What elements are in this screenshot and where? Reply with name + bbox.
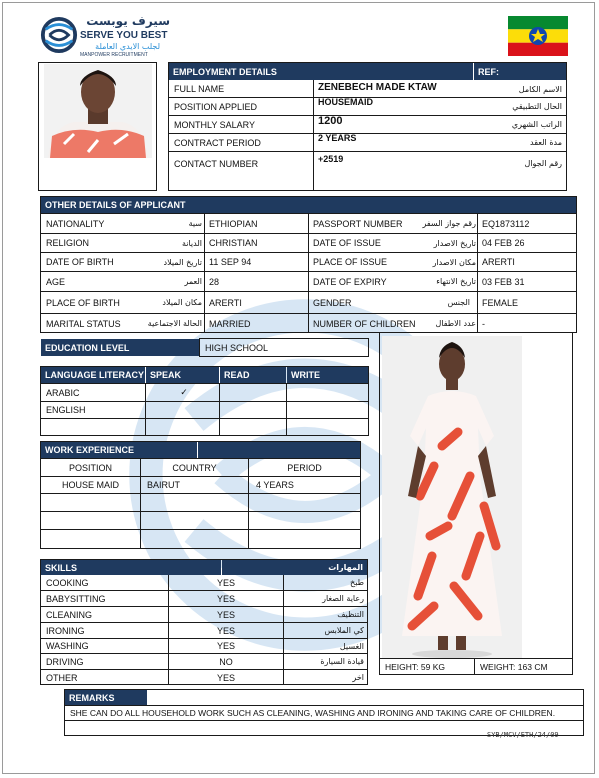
skills-header: SKILLS [41, 560, 221, 575]
logo-sub: MANPOWER RECRUITMENT [80, 52, 148, 58]
other-details-header: OTHER DETAILS OF APPLICANT [41, 197, 576, 213]
number-of-children-value: - [482, 318, 485, 329]
place-of-birth-value: ARERTI [209, 297, 242, 308]
marital-status-arabic: الحالة الاجتماعية [147, 319, 202, 328]
language-english: ENGLISH [46, 405, 86, 415]
education-level-label: EDUCATION LEVEL [41, 339, 199, 356]
monthly-salary-label: MONTHLY SALARY [174, 119, 256, 130]
skill-ironing-arabic: كي الملابس [324, 626, 364, 635]
passport-number-arabic: رقم جواز السفر [422, 219, 476, 228]
work-position-value: HOUSE MAID [61, 480, 119, 490]
passport-number-label: PASSPORT NUMBER [313, 218, 403, 229]
contract-period-value: 2 YEARS [318, 133, 357, 143]
date-of-expiry-value: 03 FEB 31 [482, 276, 525, 287]
skills-header-arabic: المهارات [222, 560, 367, 575]
marital-status-label: MARITAL STATUS [46, 318, 121, 329]
skill-washing-value: YES [216, 641, 235, 651]
contact-number-label: CONTACT NUMBER [174, 158, 259, 169]
ethiopia-flag-icon [508, 16, 568, 56]
skill-cooking: COOKING [46, 577, 89, 588]
write-header: WRITE [287, 367, 368, 383]
english-speak [146, 402, 218, 418]
footer-reference-code: SYB/MCV/ETH/24/09 [487, 731, 559, 739]
full-name-arabic: الاسم الكامل [518, 84, 562, 94]
number-of-children-arabic: عدد الاطفال [435, 319, 476, 328]
skill-other: OTHER [46, 672, 78, 683]
read-header: READ [220, 367, 286, 383]
gender-arabic: الجنس [447, 298, 470, 307]
ref-header: REF: [474, 63, 566, 80]
skill-other-arabic: اخر [352, 673, 364, 682]
date-of-birth-arabic: تاريخ الميلاد [163, 257, 202, 267]
portrait-photo [44, 64, 152, 158]
work-country-value: BAIRUT [147, 480, 181, 490]
work-experience-header: WORK EXPERIENCE [41, 442, 197, 458]
full-name-value: ZENEBECH MADE KTAW [318, 81, 437, 93]
contact-number-value: +2519 [318, 154, 344, 164]
age-arabic: العمر [184, 277, 202, 286]
skill-washing: WASHING [46, 641, 89, 651]
globe-logo-icon [40, 16, 78, 54]
date-of-issue-arabic: تاريخ الاصدار [433, 238, 476, 248]
arabic-read [220, 384, 285, 401]
place-of-birth-label: PLACE OF BIRTH [46, 297, 120, 308]
marital-status-value: MARRIED [209, 318, 251, 329]
religion-arabic: الديانة [181, 238, 202, 248]
employment-details-header: EMPLOYMENT DETAILS [169, 63, 473, 80]
skill-cooking-value: YES [216, 577, 235, 588]
skill-other-value: YES [216, 672, 235, 683]
skill-ironing-value: YES [216, 625, 235, 636]
religion-label: RELIGION [46, 238, 90, 248]
full-name-label: FULL NAME [174, 84, 225, 94]
gender-label: GENDER [313, 297, 352, 308]
skill-cleaning-arabic: التنظيف [337, 610, 364, 619]
skill-driving-arabic: قيادة السيارة [320, 657, 364, 666]
skill-babysitting-value: YES [216, 593, 235, 604]
height-value: HEIGHT: 59 KG [385, 661, 445, 672]
age-label: AGE [46, 276, 66, 287]
position-applied-value: HOUSEMAID [318, 97, 374, 107]
place-of-issue-label: PLACE OF ISSUE [313, 257, 388, 267]
skill-cleaning: CLEANING [46, 609, 93, 620]
date-of-birth-label: DATE OF BIRTH [46, 257, 114, 267]
english-read [220, 402, 285, 418]
contract-period-label: CONTRACT PERIOD [174, 137, 261, 148]
religion-value: CHRISTIAN [209, 238, 258, 248]
skill-babysitting-arabic: رعاية الصغار [322, 594, 364, 603]
skill-washing-arabic: الغسيل [339, 641, 364, 651]
company-logo [40, 14, 170, 58]
nationality-value: ETHIOPIAN [209, 218, 258, 229]
skill-cooking-arabic: طبخ [350, 578, 364, 587]
english-write [287, 402, 367, 418]
date-of-birth-value: 11 SEP 94 [209, 257, 252, 267]
language-arabic: ARABIC [46, 387, 80, 398]
position-applied-label: POSITION APPLIED [174, 101, 258, 112]
remarks-header: REMARKS [65, 690, 147, 705]
monthly-salary-arabic: الراتب الشهري [511, 120, 562, 129]
skill-cleaning-value: YES [216, 609, 235, 620]
work-position-header: POSITION [68, 462, 112, 473]
place-of-issue-value: ARERTI [482, 257, 515, 267]
logo-name: SERVE YOU BEST [80, 30, 168, 41]
place-of-issue-arabic: مكان الاصدار [432, 257, 476, 267]
remarks-text: SHE CAN DO ALL HOUSEHOLD WORK SUCH AS CLEANING, WASHING AND IRONING AND TAKING CARE OF CHILDREN. [70, 708, 556, 718]
place-of-birth-arabic: مكان الميلاد [162, 298, 202, 307]
language-literacy-header: LANGUAGE LITERACY [41, 367, 145, 383]
work-experience-header-fill [198, 442, 360, 458]
age-value: 28 [209, 276, 220, 287]
date-of-issue-value: 04 FEB 26 [482, 238, 525, 248]
full-body-photo [382, 336, 522, 658]
education-level-value: HIGH SCHOOL [205, 342, 269, 353]
gender-value: FEMALE [482, 297, 519, 308]
date-of-expiry-arabic: تاريخ الانتهاء [436, 277, 476, 286]
position-applied-arabic: الحال التطبيقي [512, 102, 562, 111]
skill-driving: DRIVING [46, 656, 84, 667]
arabic-speak-check-icon: ✓ [180, 387, 188, 397]
work-period-value: 4 YEARS [256, 480, 294, 490]
nationality-label: NATIONALITY [46, 218, 105, 229]
monthly-salary-value: 1200 [318, 114, 343, 127]
speak-header: SPEAK [146, 367, 219, 383]
contact-number-arabic: رقم الجوال [524, 159, 562, 168]
logo-arabic-name: سيرف يوبست [86, 14, 170, 28]
work-period-header: PERIOD [287, 462, 322, 473]
contract-period-arabic: مدة العقد [530, 138, 562, 147]
skill-driving-value: NO [219, 656, 233, 667]
number-of-children-label: NUMBER OF CHILDREN [313, 318, 416, 329]
date-of-issue-label: DATE OF ISSUE [313, 238, 381, 248]
date-of-expiry-label: DATE OF EXPIRY [313, 276, 387, 287]
work-country-header: COUNTRY [172, 462, 217, 473]
skill-ironing: IRONING [46, 625, 85, 636]
weight-value: WEIGHT: 163 CM [480, 661, 548, 672]
skill-babysitting: BABYSITTING [46, 593, 106, 604]
arabic-write [287, 384, 367, 401]
nationality-arabic: سية [188, 219, 202, 228]
passport-number-value: EQ1873112 [482, 218, 530, 229]
logo-arabic-sub: لجلب الايدي العاملة [95, 42, 160, 51]
